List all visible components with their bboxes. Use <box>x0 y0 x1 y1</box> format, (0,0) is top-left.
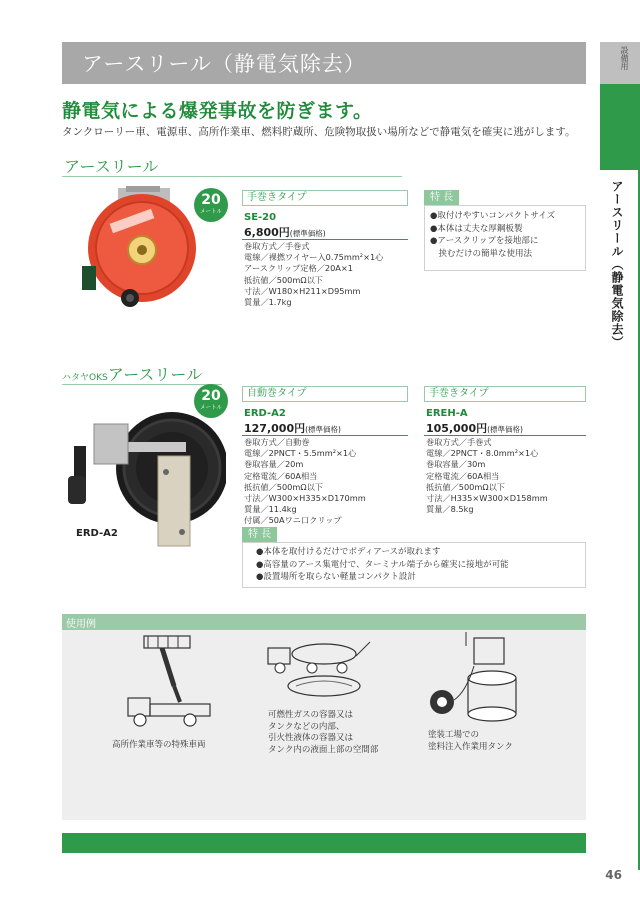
features-label: 特 長 <box>424 190 459 205</box>
section2-title <box>62 362 202 385</box>
length-badge-20m <box>194 384 228 418</box>
page-title: アースリール（静電気除去） <box>82 52 366 76</box>
spec-item: 巻取容量／20m <box>244 459 304 470</box>
spec-item: 巻取方式／自動巻 <box>244 437 310 447</box>
badge-unit: メートル <box>199 209 222 215</box>
feature-item: 挟むだけの簡単な使用法 <box>430 248 533 259</box>
type-label-auto: 自動巻タイプ <box>242 386 408 402</box>
section1-title: アースリール <box>64 157 159 176</box>
paint-drum-illustration <box>426 632 522 724</box>
spec-list-se20 <box>244 241 383 308</box>
side-category-label: 設備用 <box>620 46 629 70</box>
spec-item: 寸法／W300×H335×D170mm <box>244 493 366 504</box>
spec-item: 抵抗値／500mΩ以下 <box>244 481 323 492</box>
type-label-manual: 手巻きタイプ <box>242 190 408 206</box>
price-note: (標準価格) <box>487 425 523 434</box>
spec-item: 巻取方式／手巻式 <box>244 241 310 251</box>
page-number: 46 <box>605 868 622 882</box>
price-value: 127,000円 <box>244 422 306 435</box>
lead-text: タンクローリー車、電源車、高所作業車、燃料貯蔵所、危険物取扱い場所などで静電気を確実に逃がします。 <box>62 126 576 138</box>
feature-item: ●アースクリップを接地部に <box>430 236 539 246</box>
caption-line: 可燃性ガスの容器又は <box>268 710 354 720</box>
price-note: (標準価格) <box>305 425 341 434</box>
badge-number: 20 <box>201 388 221 404</box>
spec-item: 電線／2PNCT・8.0mm²×1心 <box>426 448 539 459</box>
price-erd-a2 <box>244 420 341 436</box>
length-badge-20m <box>194 188 228 222</box>
spec-item: 抵抗値／500mΩ以下 <box>244 274 323 285</box>
side-tab-active <box>600 84 640 170</box>
side-section-label: アースリール（静電気除去） <box>610 180 624 349</box>
brand-prefix: ハタヤOKS <box>62 373 108 383</box>
badge-number: 20 <box>201 192 221 208</box>
feature-item: ●設置場所を取らない軽量コンパクト設計 <box>256 572 416 582</box>
spec-item: 寸法／H335×W300×D158mm <box>426 493 548 504</box>
usage-caption-tanker <box>268 710 378 756</box>
spec-item: 電線／裸撚ワイヤー入0.75mm²×1心 <box>244 252 384 263</box>
usage-caption-drum <box>428 730 513 753</box>
feature-item: ●取付けやすいコンパクトサイズ <box>430 211 556 221</box>
spec-item: 付属／50Aワニ口クリップ <box>244 515 342 526</box>
model-erd-a2: ERD-A2 <box>244 408 286 419</box>
spec-item: 巻取方式／手巻式 <box>426 437 492 447</box>
tanker-truck-illustration <box>266 636 376 700</box>
section1-underline <box>62 176 402 177</box>
price-se20 <box>244 224 326 240</box>
spec-item: 巻取容量／30m <box>426 459 486 470</box>
feature-item: ●本体を取付けるだけでボディアースが取れます <box>256 547 441 557</box>
type-label-manual: 手巻きタイプ <box>424 386 586 402</box>
price-note: (標準価格) <box>289 229 326 238</box>
spec-item: 定格電流／60A相当 <box>244 470 318 481</box>
feature-item: ●本体は丈夫な厚鋼板製 <box>430 223 523 234</box>
spec-item: 寸法／W180×H211×D95mm <box>244 285 361 296</box>
caption-line: 塗料注入作業用タンク <box>428 741 513 752</box>
spec-item: 抵抗値／500mΩ以下 <box>426 481 505 492</box>
spec-item: 定格電流／60A相当 <box>426 470 500 481</box>
price-value: 6,800円 <box>244 226 290 239</box>
badge-unit: メートル <box>199 405 222 411</box>
features-list-se20 <box>430 210 555 260</box>
usage-header <box>62 614 586 630</box>
model-se20: SE-20 <box>244 212 277 223</box>
footer-bar <box>62 833 586 853</box>
headline: 静電気による爆発事故を防ぎます。 <box>62 100 373 122</box>
feature-item: ●高容量のアース集電付で、ターミナル端子から確実に接地が可能 <box>256 559 509 570</box>
spec-divider <box>424 435 586 436</box>
erd-a2-caption: ERD-A2 <box>76 528 118 539</box>
caption-line: 引火性液体の容器又は <box>268 733 354 743</box>
features-label: 特 長 <box>242 527 277 542</box>
caption-line: タンクなどの内部、 <box>268 721 345 732</box>
spec-item: 質量／1.7kg <box>244 297 292 308</box>
spec-item: 質量／8.5kg <box>426 504 474 515</box>
aerial-work-truck-illustration <box>118 632 218 732</box>
section2-underline <box>62 384 222 385</box>
price-value: 105,000円 <box>426 422 488 435</box>
caption-line: 高所作業車等の特殊車両 <box>112 740 206 750</box>
spec-divider <box>242 435 408 436</box>
spec-list-ereh-a <box>426 437 548 515</box>
spec-item: 質量／11.4kg <box>244 504 297 515</box>
section2-title-text: アースリール <box>107 365 203 384</box>
spec-divider <box>242 239 408 240</box>
price-ereh-a <box>426 420 523 436</box>
model-ereh-a: EREH-A <box>426 408 468 419</box>
caption-line: 塗装工場での <box>428 730 480 740</box>
spec-item: アースクリップ定格／20A×1 <box>244 263 353 274</box>
features-list-section2 <box>256 546 509 584</box>
caption-line: タンク内の液面上部の空間部 <box>268 744 379 755</box>
spec-list-erd-a2 <box>244 437 366 527</box>
usage-label: 使用例 <box>66 619 96 630</box>
spec-item: 電線／2PNCT・5.5mm²×1心 <box>244 448 357 459</box>
usage-caption-truck <box>112 740 206 752</box>
earth-reel-se20-image <box>80 186 200 314</box>
